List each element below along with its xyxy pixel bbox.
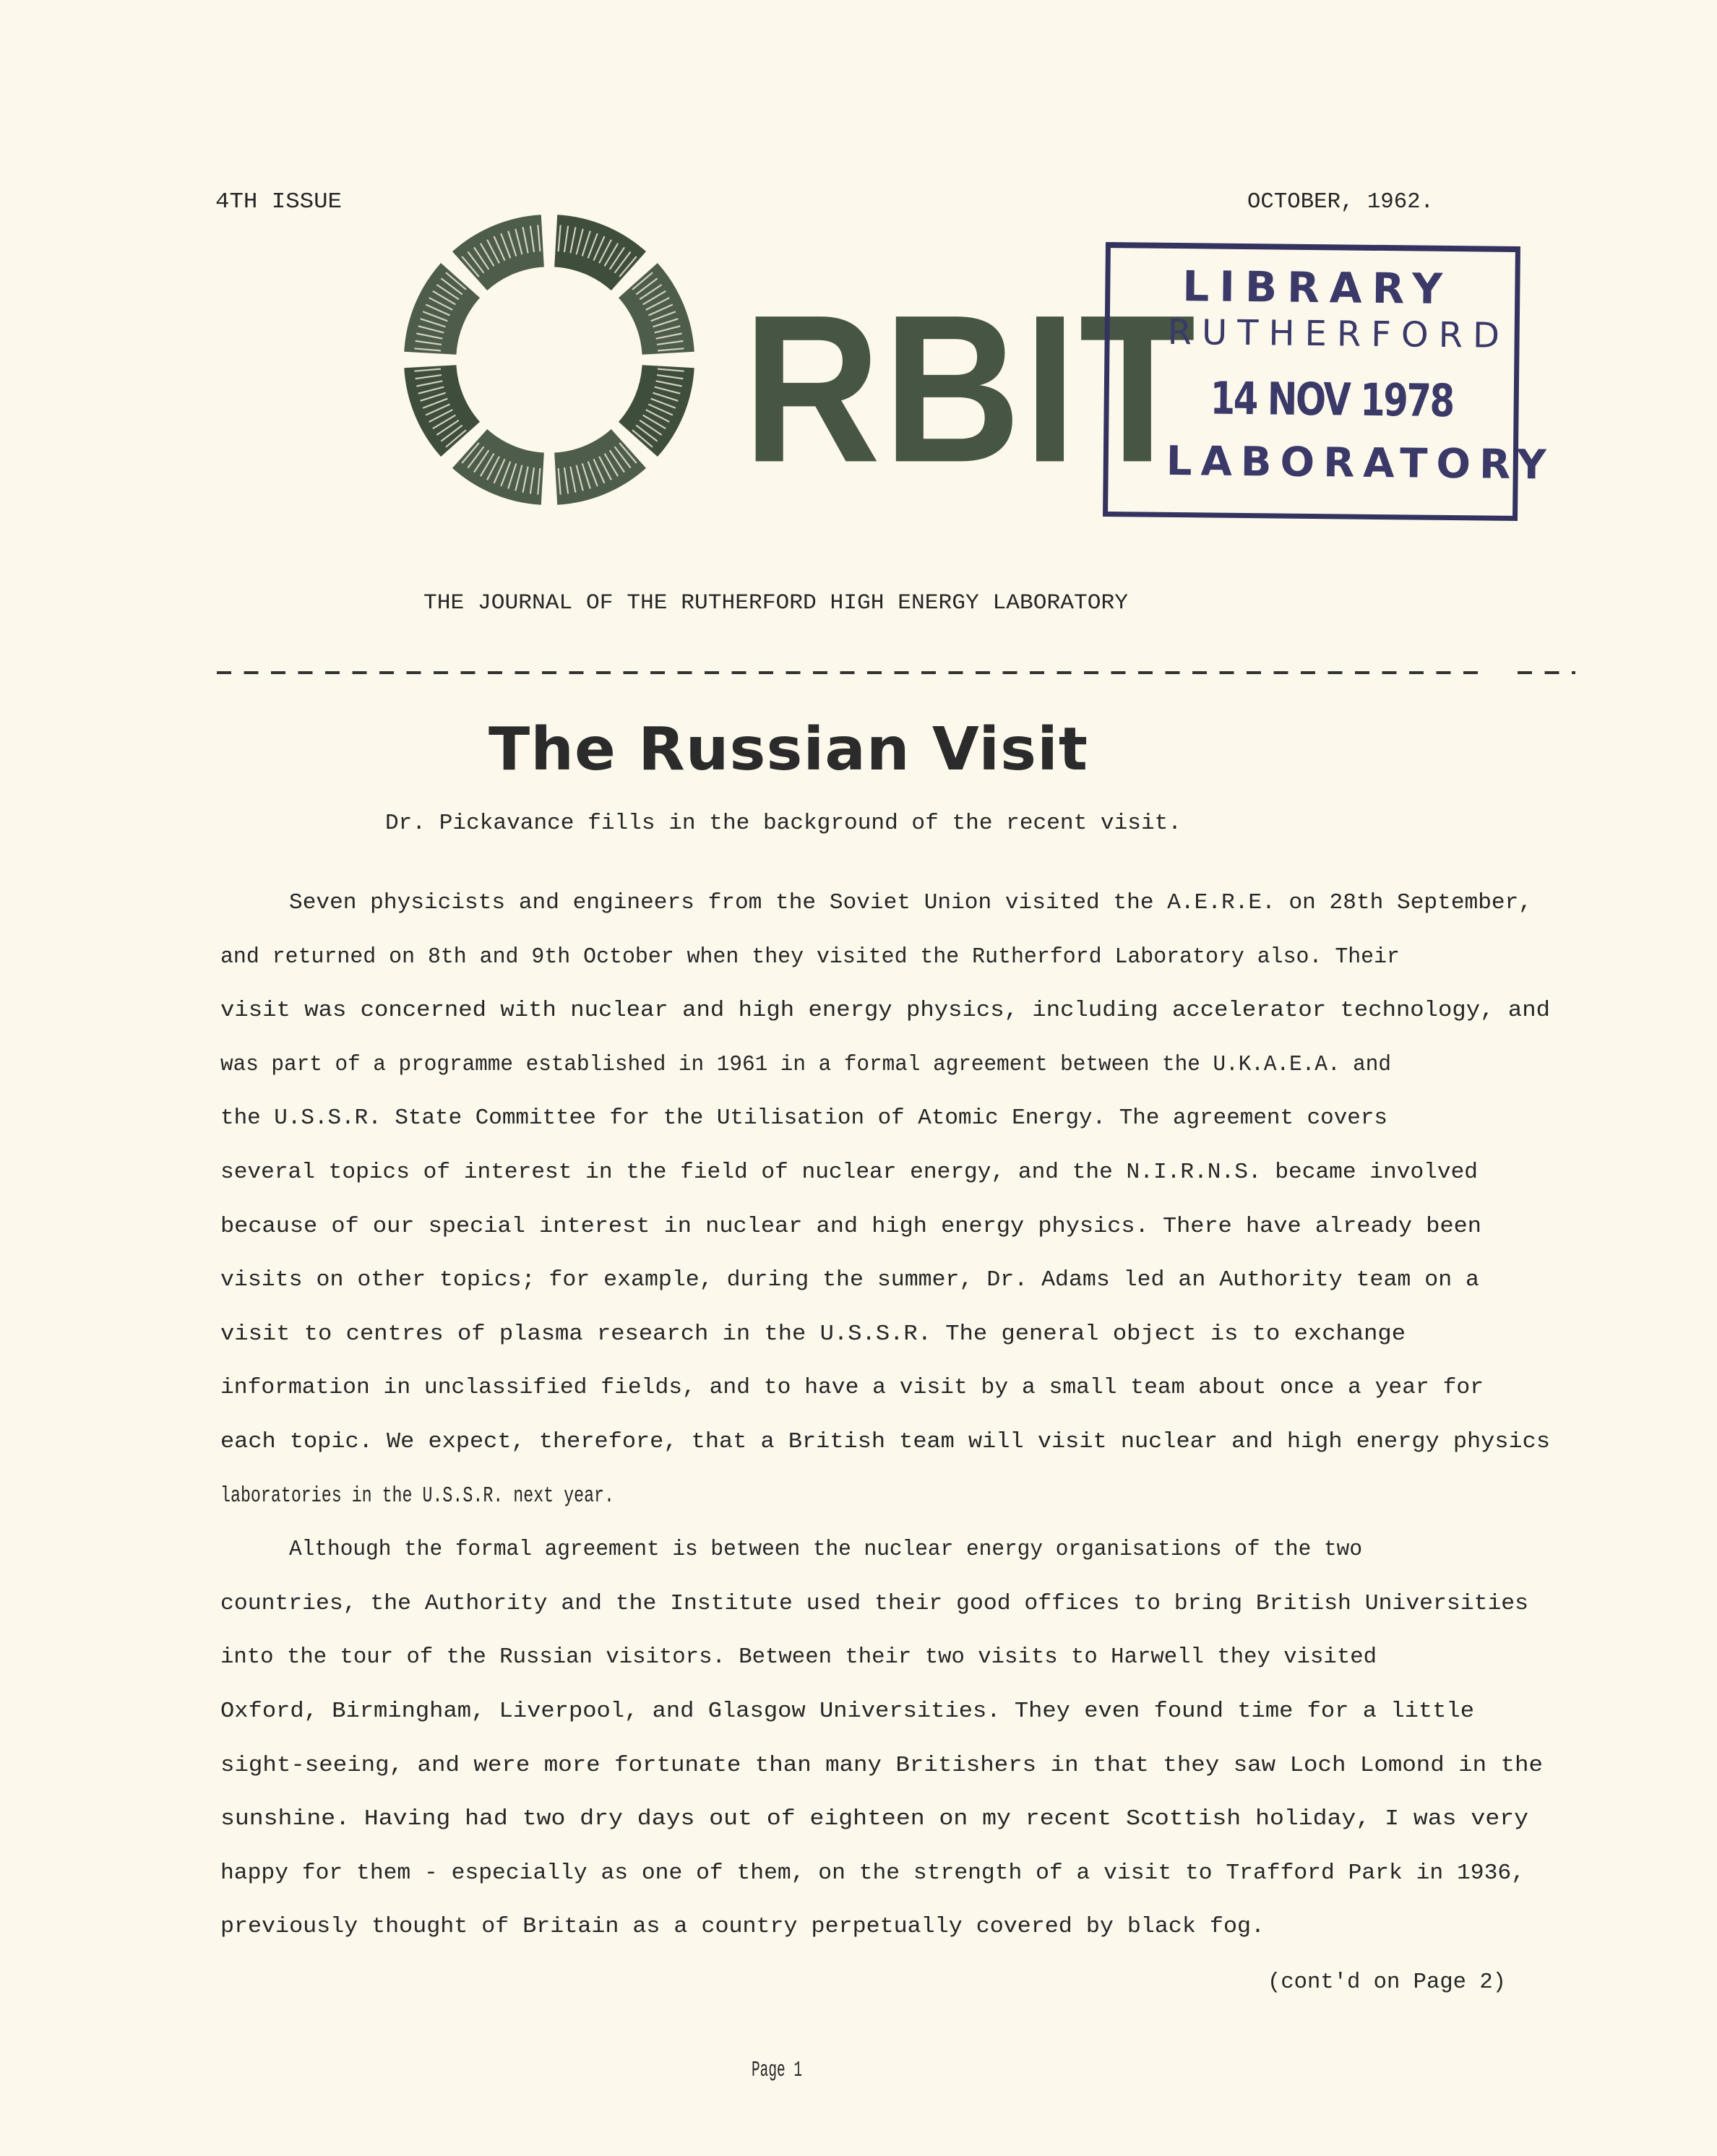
body-line: information in unclassified fields, and to have a visit by a small team about once a year for (220, 1375, 1484, 1400)
body-line: visits on other topics; for example, during the summer, Dr. Adams led an Authority team on a (220, 1267, 1479, 1293)
article-title: The Russian Visit (489, 715, 1088, 784)
stamp-library: LIBRARY (1182, 262, 1453, 314)
body-line: laboratories in the U.S.S.R. next year. (220, 1483, 614, 1509)
orbit-ring-logo-icon (399, 210, 700, 510)
body-line: previously thought of Britain as a country perpetually covered by black fog. (220, 1914, 1265, 1939)
body-line: because of our special interest in nuclear and high energy physics. There have already been (220, 1214, 1481, 1239)
library-received-stamp (1103, 242, 1555, 521)
body-line: Although the formal agreement is between the nuclear energy organisations of the two (289, 1537, 1362, 1562)
issue-date: OCTOBER, 1962. (1247, 189, 1434, 215)
stamp-laboratory: LABORATORY (1166, 437, 1555, 489)
body-line: happy for them - especially as one of them, on the strength of a visit to Trafford Park in 1936, (220, 1860, 1525, 1886)
body-line: the U.S.S.R. State Committee for the Utilisation of Atomic Energy. The agreement covers (220, 1105, 1387, 1131)
masthead-wordmark: RBIT (743, 270, 1198, 506)
dashed-divider (217, 668, 1575, 677)
journal-subtitle: THE JOURNAL OF THE RUTHERFORD HIGH ENERGY LABORATORY (423, 591, 1128, 616)
body-line: was part of a programme established in 1961 in a formal agreement between the U.K.A.E.A. and (220, 1052, 1391, 1077)
body-line: Oxford, Birmingham, Liverpool, and Glasgow Universities. They even found time for a little (220, 1699, 1475, 1724)
body-line: sunshine. Having had two dry days out of eighteen on my recent Scottish holiday, I was very (220, 1806, 1528, 1832)
body-line: and returned on 8th and 9th October when they visited the Rutherford Laboratory also. Their (220, 944, 1400, 970)
page-number: Page 1 (752, 2058, 802, 2083)
body-line: Seven physicists and engineers from the Soviet Union visited the A.E.R.E. on 28th September, (289, 890, 1532, 915)
body-line: visit to centres of plasma research in the U.S.S.R. The general object is to exchange (220, 1321, 1406, 1347)
body-line: into the tour of the Russian visitors. Between their two visits to Harwell they visited (220, 1644, 1377, 1670)
stamp-rutherford: RUTHERFORD (1167, 311, 1510, 356)
body-line: visit was concerned with nuclear and high energy physics, including accelerator technology, and (220, 998, 1550, 1023)
body-line: sight-seeing, and were more fortunate than many Britishers in that they saw Loch Lomond in the (220, 1753, 1543, 1778)
body-line: several topics of interest in the field of nuclear energy, and the N.I.R.N.S. became involved (220, 1160, 1478, 1185)
body-line: each topic. We expect, therefore, that a British team will visit nuclear and high energy physics (220, 1429, 1550, 1454)
stamp-date: 14 NOV 1978 (1210, 371, 1454, 428)
article-standfirst: Dr. Pickavance fills in the background of the recent visit. (385, 811, 1182, 836)
body-line: countries, the Authority and the Institute used their good offices to bring British Universities (220, 1591, 1528, 1616)
issue-number: 4TH ISSUE (215, 189, 342, 215)
continued-note: (cont'd on Page 2) (1268, 1970, 1506, 1995)
